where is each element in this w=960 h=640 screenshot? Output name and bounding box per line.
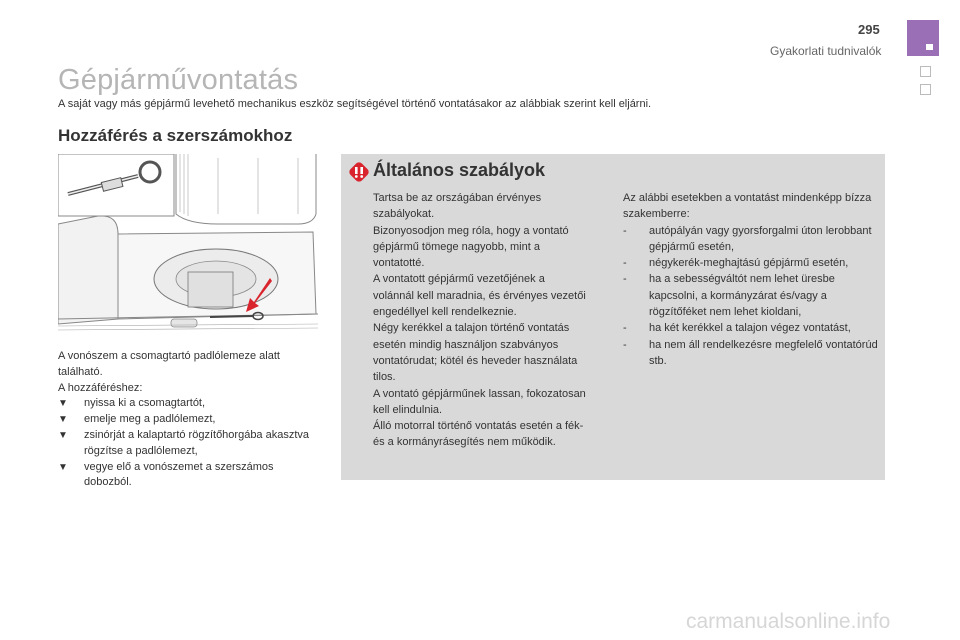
dash-marker: - <box>623 257 627 270</box>
chapter-tab-active[interactable] <box>907 20 939 56</box>
case-text: autópályán vagy gyorsforgalmi úton lerobbant gépjármű esetén, <box>649 224 872 253</box>
list-item <box>58 428 320 460</box>
step-text: zsinórját a kalaptartó rögzítőhorgába akasztva rögzítse a padlólemezt, <box>84 428 310 457</box>
left-text <box>58 349 320 491</box>
list-item <box>58 412 320 428</box>
case-text: ha két kerékkel a talajon végez vontatást, <box>649 322 851 335</box>
case-text: ha a sebességváltót nem lehet üresbe kapcsolni, a kormányzárat és/vagy a rögzítőféket nem lehet kioldani, <box>649 273 835 319</box>
step-list <box>58 396 320 491</box>
general-rules-box <box>341 154 885 480</box>
rule-text: Álló motorral történő vontatás esetén a fék- és a kormányrásegítés nem működik. <box>373 420 584 449</box>
dash-marker: - <box>623 322 627 335</box>
dash-marker: - <box>623 273 627 286</box>
box-title: Általános szabályok <box>373 160 546 180</box>
list-item <box>623 223 881 256</box>
rule-text: A vontatott gépjármű vezetőjének a volánnál kell maradnia, és érvényes vezetői engedéllyel kell rendelkeznie. <box>373 273 586 319</box>
paragraph: A hozzáféréshez: <box>58 381 143 394</box>
page-title: Gépjárművontatás <box>58 64 299 96</box>
rules-column-1 <box>373 190 588 451</box>
case-list <box>623 223 881 370</box>
rule-text: Négy kerékkel a talajon történő vontatás esetén mindig használjon szabványos vontatórudat; kötél és heveder használata tilos. <box>373 322 578 384</box>
list-item <box>623 320 881 336</box>
list-item <box>623 337 881 370</box>
watermark: carmanualsonline.info <box>686 610 891 633</box>
section-name: Gyakorlati tudnivalók <box>770 44 882 58</box>
page-number: 295 <box>858 22 880 37</box>
rule-text: Tartsa be az országában érvényes szabályokat. <box>373 192 542 221</box>
step-text: nyissa ki a csomagtartót, <box>84 397 206 410</box>
list-item <box>58 396 320 412</box>
rule-text: Bizonyosodjon meg róla, hogy a vontató gépjármű tömege nagyobb, mint a vontatotté. <box>373 224 569 270</box>
bullet-icon: ▼ <box>58 461 68 473</box>
list-item <box>623 255 881 271</box>
bullet-icon: ▼ <box>58 414 68 426</box>
bullet-icon: ▼ <box>58 398 68 410</box>
tab-square-icon <box>926 44 933 50</box>
list-item <box>58 460 320 492</box>
col2-intro: Az alábbi esetekben a vontatást mindenképp bízza szakemberre: <box>623 192 872 221</box>
case-text: ha nem áll rendelkezésre megfelelő vontatórúd stb. <box>649 338 878 367</box>
step-text: emelje meg a padlólemezt, <box>84 413 216 426</box>
bullet-icon: ▼ <box>58 429 68 441</box>
warning-icon <box>349 162 369 182</box>
list-item <box>623 271 881 320</box>
chapter-tab-next[interactable] <box>920 66 931 77</box>
chapter-tab-next-2[interactable] <box>920 84 931 95</box>
intro-text: A saját vagy más gépjármű levehető mechanikus eszköz segítségével történő vontatásakor az alábbiak szerint kell eljárni. <box>58 98 652 110</box>
rule-text: A vontató gépjárműnek lassan, fokozatosan kell elindulnia. <box>373 387 586 416</box>
case-text: négykerék-meghajtású gépjármű esetén, <box>649 257 849 270</box>
section-subtitle: Hozzáférés a szerszámokhoz <box>58 126 293 145</box>
dash-marker: - <box>623 224 627 237</box>
dash-marker: - <box>623 338 627 351</box>
paragraph: A vonószem a csomagtartó padlólemeze alatt található. <box>58 350 280 378</box>
rules-column-2 <box>623 190 881 369</box>
step-text: vegye elő a vonószemet a szerszámos dobozból. <box>84 460 274 489</box>
trunk-tow-eye-illustration <box>58 154 318 336</box>
